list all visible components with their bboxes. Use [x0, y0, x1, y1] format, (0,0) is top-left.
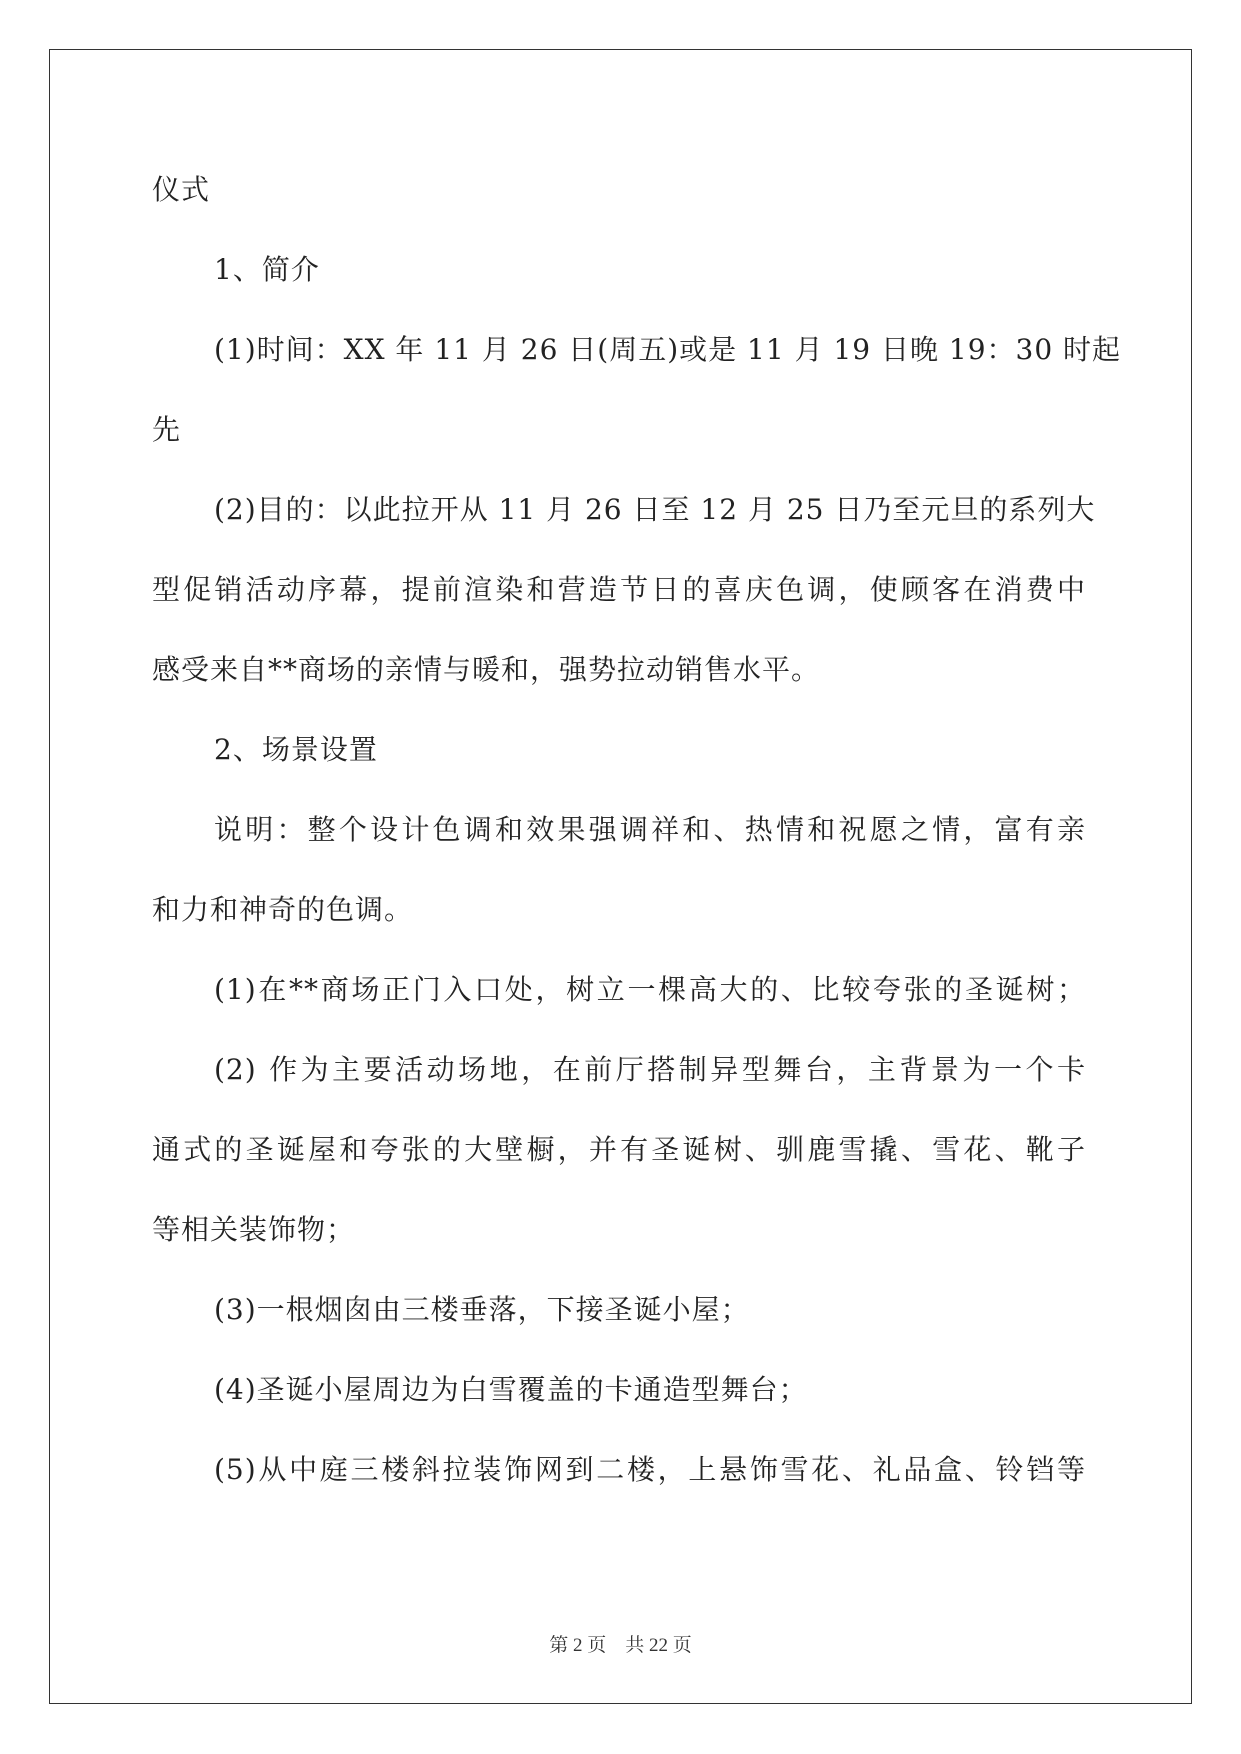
text-line: (2) 作为主要活动场地，在前厅搭制异型舞台，主背景为一个卡 — [214, 1053, 1086, 1086]
text-line: 型促销活动序幕，提前渲染和营造节日的喜庆色调，使顾客在消费中 — [152, 573, 1086, 606]
text-line: (5)从中庭三楼斜拉装饰网到二楼，上悬饰雪花、礼品盒、铃铛等 — [214, 1453, 1086, 1486]
text-line: 和力和神奇的色调。 — [152, 893, 414, 926]
text-line: 仪式 — [152, 173, 211, 206]
text-line: 通式的圣诞屋和夸张的大壁橱，并有圣诞树、驯鹿雪撬、雪花、靴子 — [152, 1133, 1086, 1166]
text-line: (4)圣诞小屋周边为白雪覆盖的卡通造型舞台； — [214, 1373, 808, 1406]
text-line: (1)时间：XX 年 11 月 26 日(周五)或是 11 月 19 日晚 19：30 时起 — [214, 333, 1122, 366]
text-line: (2)目的：以此拉开从 11 月 26 日至 12 月 25 日乃至元旦的系列大 — [214, 493, 1096, 526]
text-line: 等相关装饰物； — [152, 1213, 356, 1246]
page-number-footer: 第 2 页 共 22 页 — [549, 1635, 692, 1656]
section-heading: 1、简介 — [214, 253, 320, 286]
document-body — [152, 150, 1122, 1510]
text-line: 感受来自**商场的亲情与暖和，强势拉动销售水平。 — [152, 653, 821, 686]
section-heading: 2、场景设置 — [214, 733, 378, 766]
text-line: (3)一根烟囱由三楼垂落，下接圣诞小屋； — [214, 1293, 750, 1326]
text-line: 先 — [152, 413, 182, 446]
text-line: (1)在**商场正门入口处，树立一棵高大的、比较夸张的圣诞树； — [214, 973, 1086, 1006]
text-line: 说明：整个设计色调和效果强调祥和、热情和祝愿之情，富有亲 — [214, 813, 1086, 846]
